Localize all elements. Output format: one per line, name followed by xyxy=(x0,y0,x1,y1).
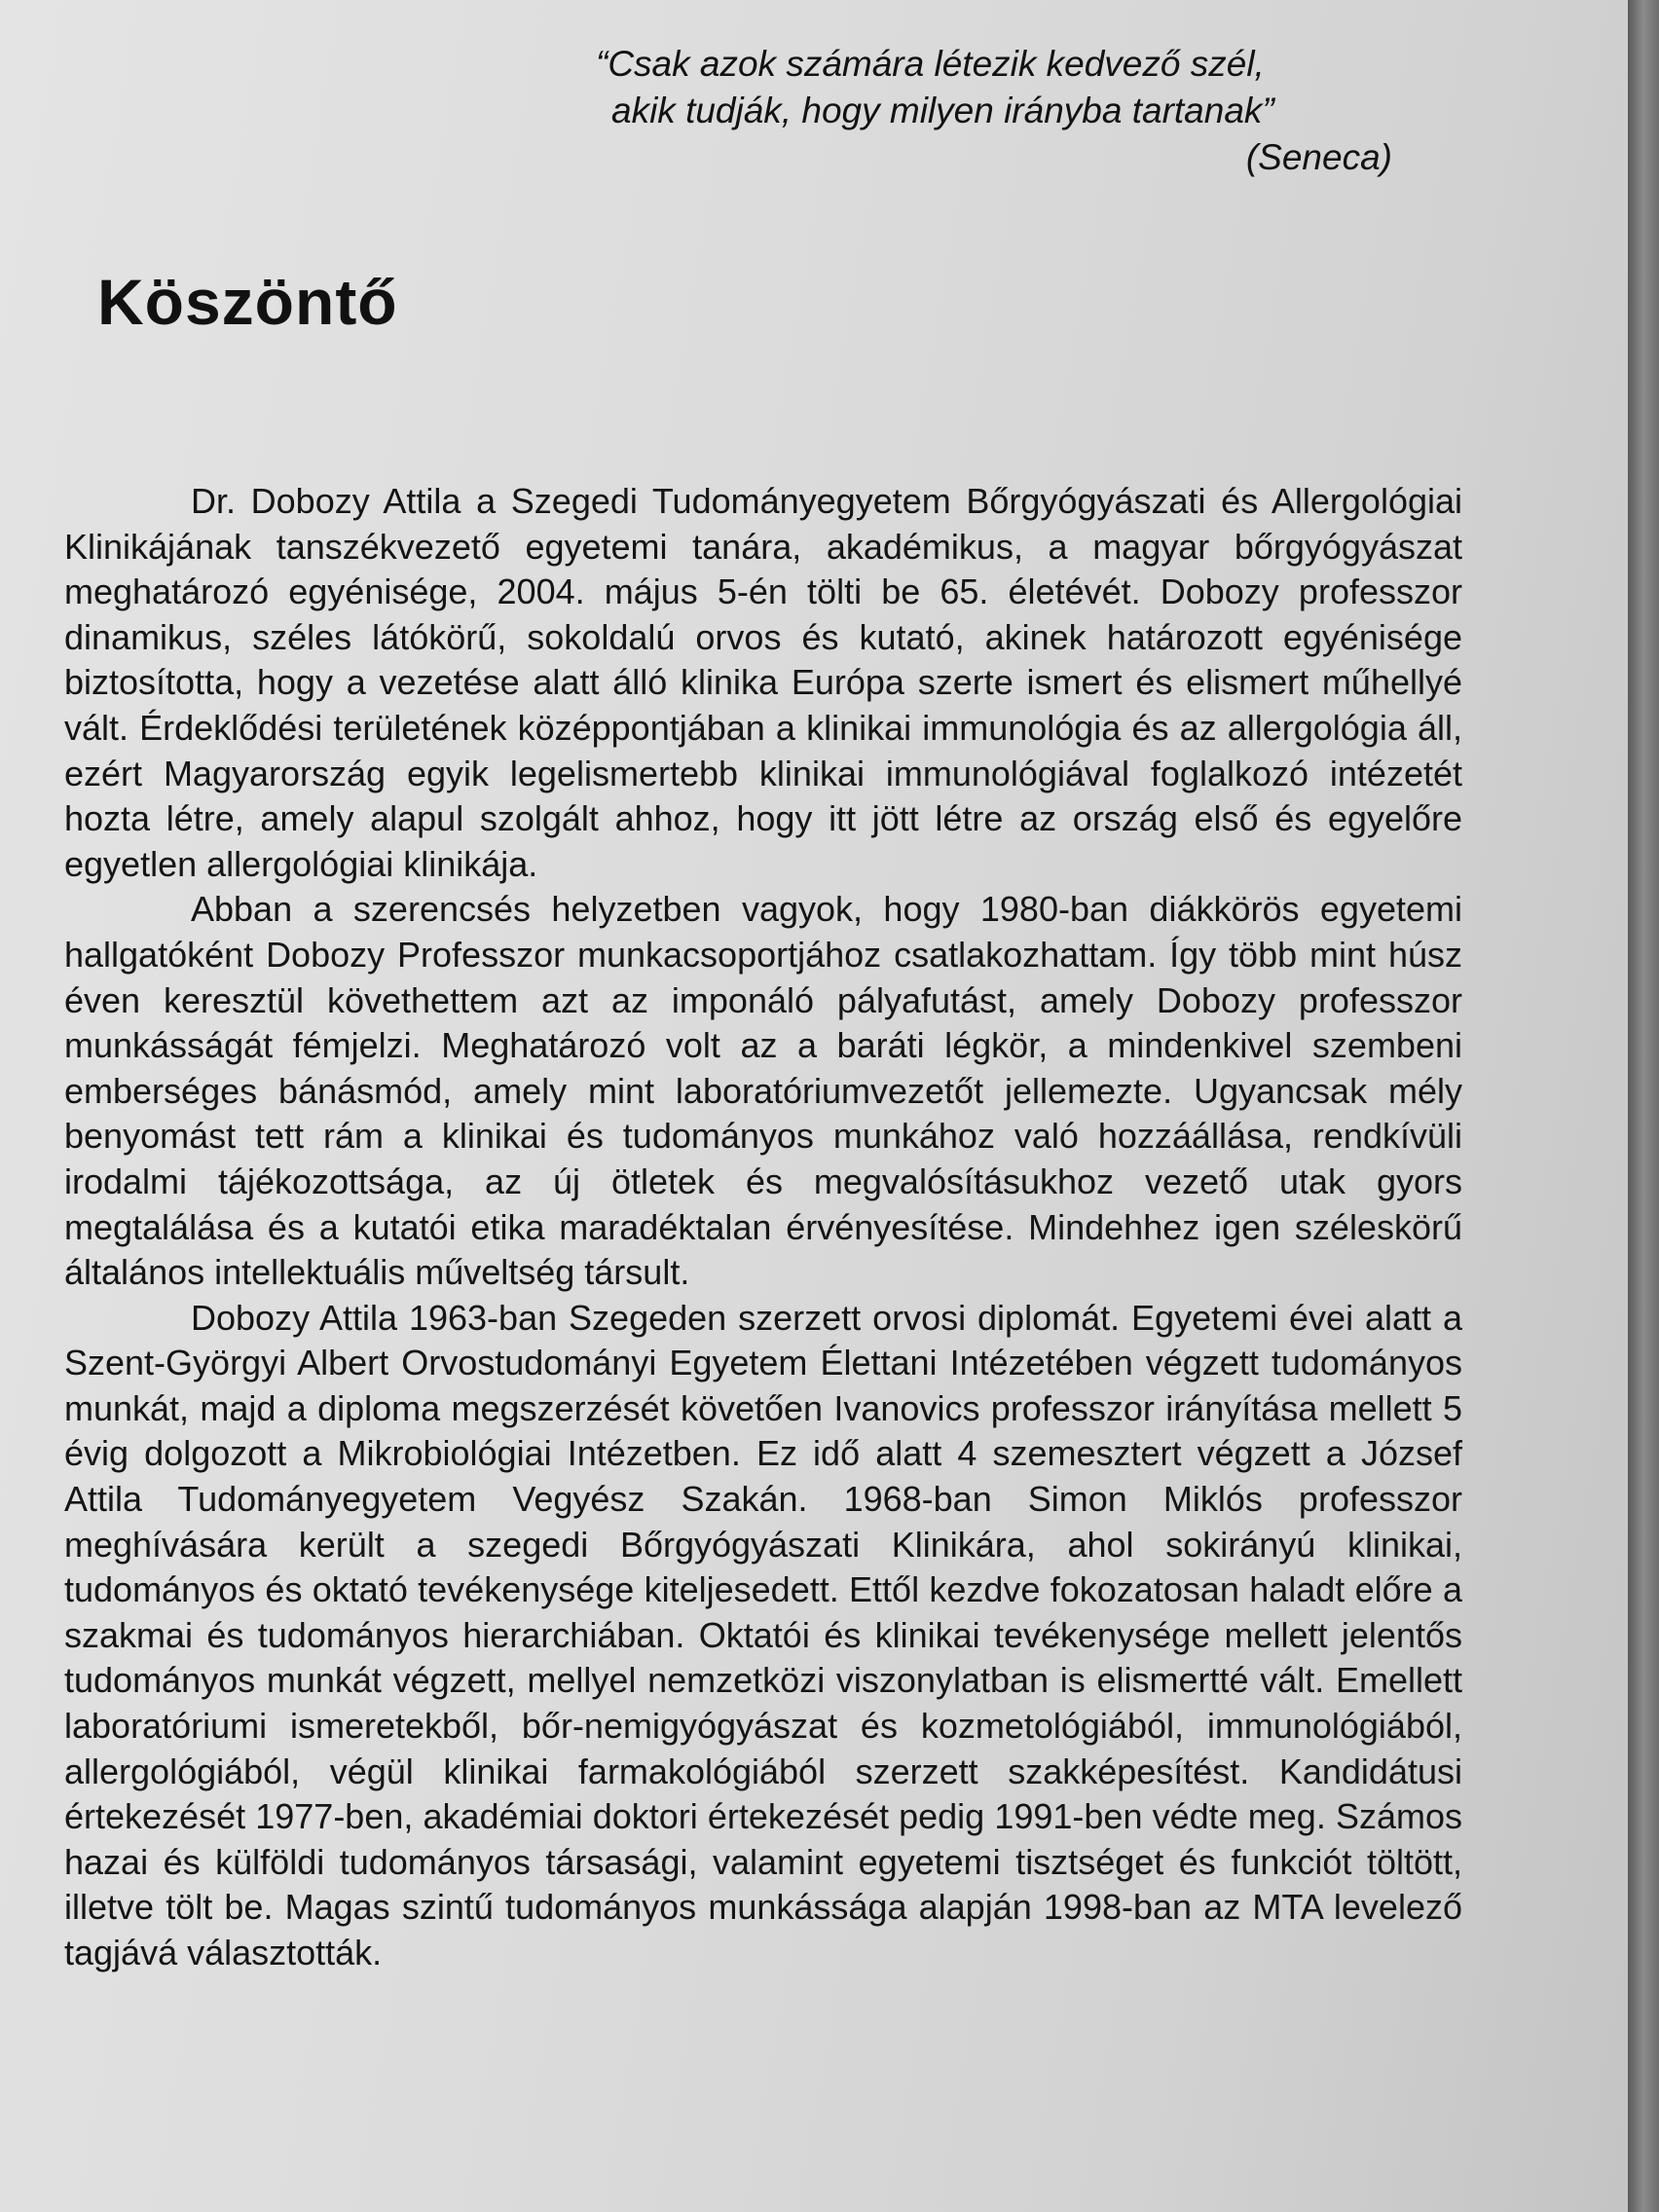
quote-line-1: “Csak azok számára létezik kedvező szél, xyxy=(596,44,1265,84)
quote-line-2: akik tudják, hogy milyen irányba tartanak” xyxy=(611,91,1274,130)
quote-source: (Seneca) xyxy=(1245,137,1392,177)
epigraph-quote xyxy=(545,41,1392,181)
paragraph-2: Abban a szerencsés helyzetben vagyok, hogy 1980-ban diákkörös egyetemi hallgatóként Dobozy Professzor munkacsoportjához csatlakozhattam. Így több mint húsz éven keresztül követhettem azt az imponáló pályafutást, amely Dobozy professzor munkásságát fémjelzi. Meghatározó volt az a baráti légkör, a mindenkivel szembeni emberséges bánásmód, amely mint laboratóriumvezetőt jellemezte. Ugyancsak mély benyomást tett rám a klinikai és tudományos munkához való hozzáállása, rendkívüli irodalmi tájékozottsága, az új ötletek és megvalósításukhoz vezető utak gyors megtalálása és a kutatói etika maradéktalan érvényesítése. Mindehhez igen széleskörű általános intellektuális műveltség társult. xyxy=(64,889,1462,1293)
body-text xyxy=(64,479,1462,1976)
paragraph-1: Dr. Dobozy Attila a Szegedi Tudományegyetem Bőrgyógyászati és Allergológiai Klinikájának tanszékvezető egyetemi tanára, akadémikus, a magyar bőrgyógyászat meghatározó egyénisége, 2004. május 5-én tölti be 65. életévét. Dobozy professzor dinamikus, széles látókörű, sokoldalú orvos és kutató, akinek határozott egyénisége biztosította, hogy a vezetése alatt álló klinika Európa szerte ismert és elismert műhellyé vált. Érdeklődési területének középpontjában a klinikai immunológia és az allergológia áll, ezért Magyarország egyik legelismertebb klinikai immunológiával foglalkozó intézetét hozta létre, amely alapul szolgált ahhoz, hogy itt jött létre az ország első és egyelőre egyetlen allergológiai klinikája. xyxy=(64,481,1462,884)
page-title: Köszöntő xyxy=(97,266,398,338)
paragraph-3: Dobozy Attila 1963-ban Szegeden szerzett orvosi diplomát. Egyetemi évei alatt a Szent-Györgyi Albert Orvostudományi Egyetem Élettani Intézetében végzett tudományos munkát, majd a diploma megszerzését követően Ivanovics professzor irányítása mellett 5 évig dolgozott a Mikrobiológiai Intézetben. Ez idő alatt 4 szemesztert végzett a József Attila Tudományegyetem Vegyész Szakán. 1968-ban Simon Miklós professzor meghívására került a szegedi Bőrgyógyászati Klinikára, ahol sokirányú klinikai, tudományos és oktató tevékenysége kiteljesedett. Ettől kezdve fokozatosan haladt előre a szakmai és tudományos hierarchiában. Oktatói és klinikai tevékenysége mellett jelentős tudományos munkát végzett, mellyel nemzetközi viszonylatban is elismertté vált. Emellett laboratóriumi ismeretekből, bőr-nemigyógyászat és kozmetológiából, immunológiából, allergológiából, végül klinikai farmakológiából szerzett szakképesítést. Kandidátusi értekezését 1977-ben, akadémiai doktori értekezését pedig 1991-ben védte meg. Számos hazai és külföldi tudományos társasági, valamint egyetemi tisztséget és funkciót töltött, illetve tölt be. Magas szintű tudományos munkássága alapján 1998-ban az MTA levelező tagjává választották. xyxy=(64,1297,1462,1972)
binding-edge xyxy=(1628,0,1659,2212)
